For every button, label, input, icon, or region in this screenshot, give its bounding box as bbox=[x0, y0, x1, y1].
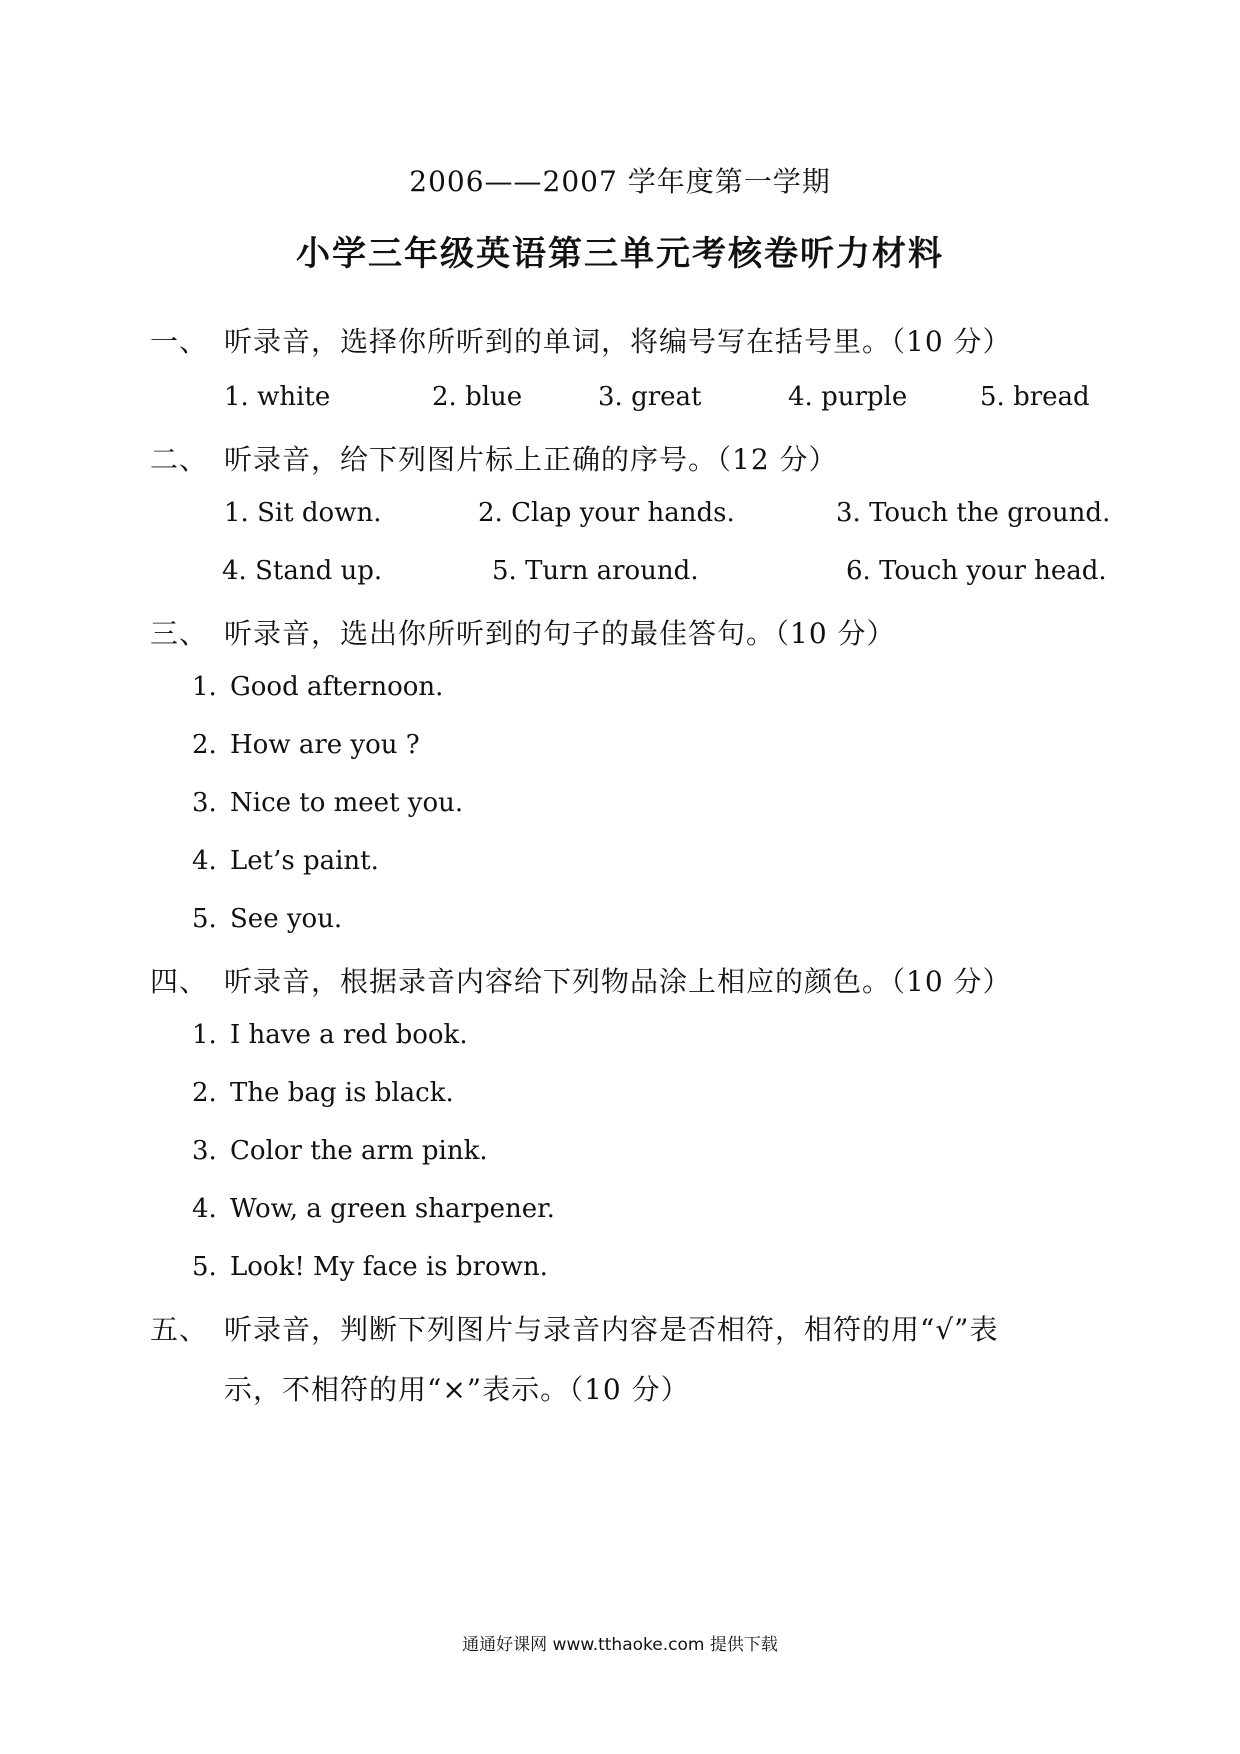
section-1-number: 一、 bbox=[150, 325, 209, 358]
list-item: 4. Wow, a green sharpener. bbox=[192, 1194, 555, 1224]
section-5-instruction: 听录音，判断下列图片与录音内容是否相符，相符的用“√”表 bbox=[224, 1313, 999, 1346]
list-item: 1. I have a red book. bbox=[192, 1020, 468, 1050]
page-title: 小学三年级英语第三单元考核卷听力材料 bbox=[296, 234, 944, 274]
section-2-instruction: 听录音，给下列图片标上正确的序号。（12 分） bbox=[224, 443, 838, 476]
section-4-number: 四、 bbox=[150, 965, 209, 998]
section-5-number: 五、 bbox=[150, 1313, 209, 1346]
school-term-subtitle: 2006——2007 学年度第一学期 bbox=[409, 165, 831, 198]
section-1-heading bbox=[150, 320, 1012, 360]
list-item: 4. Let’s paint. bbox=[192, 846, 379, 876]
section-4-instruction: 听录音，根据录音内容给下列物品涂上相应的颜色。（10 分） bbox=[224, 965, 1012, 998]
section-2-number: 二、 bbox=[150, 443, 209, 476]
list-item: 5. Look! My face is brown. bbox=[192, 1252, 548, 1282]
section-3-number: 三、 bbox=[150, 617, 209, 650]
command-item: 4. Stand up. bbox=[222, 556, 383, 586]
list-item: 2. How are you ? bbox=[192, 730, 420, 760]
command-item: 1. Sit down. bbox=[224, 498, 382, 528]
section-5-heading bbox=[150, 1308, 998, 1348]
list-item: 3. Nice to meet you. bbox=[192, 788, 464, 818]
section-3-instruction: 听录音，选出你所听到的句子的最佳答句。（10 分） bbox=[224, 617, 896, 650]
list-item: 3. Color the arm pink. bbox=[192, 1136, 488, 1166]
command-item: 2. Clap your hands. bbox=[478, 498, 735, 528]
command-item: 3. Touch the ground. bbox=[836, 498, 1111, 528]
section-4-heading bbox=[150, 960, 1012, 1000]
list-item: 2. The bag is black. bbox=[192, 1078, 454, 1108]
command-item: 6. Touch your head. bbox=[846, 556, 1107, 586]
command-item: 5. Turn around. bbox=[492, 556, 699, 586]
word-item: 3. great bbox=[598, 382, 702, 412]
section-3-heading bbox=[150, 612, 896, 652]
section-2-heading bbox=[150, 438, 838, 478]
list-item: 1. Good afternoon. bbox=[192, 672, 444, 702]
word-item: 2. blue bbox=[432, 382, 523, 412]
section-5-instruction-cont: 示，不相符的用“×”表示。（10 分） bbox=[224, 1373, 690, 1406]
list-item: 5. See you. bbox=[192, 904, 343, 934]
word-item: 1. white bbox=[224, 382, 331, 412]
section-1-instruction: 听录音，选择你所听到的单词，将编号写在括号里。（10 分） bbox=[224, 325, 1012, 358]
word-item: 4. purple bbox=[788, 382, 908, 412]
word-item: 5. bread bbox=[980, 382, 1090, 412]
footer-source: 通通好课网 www.tthaoke.com 提供下载 bbox=[462, 1635, 778, 1655]
